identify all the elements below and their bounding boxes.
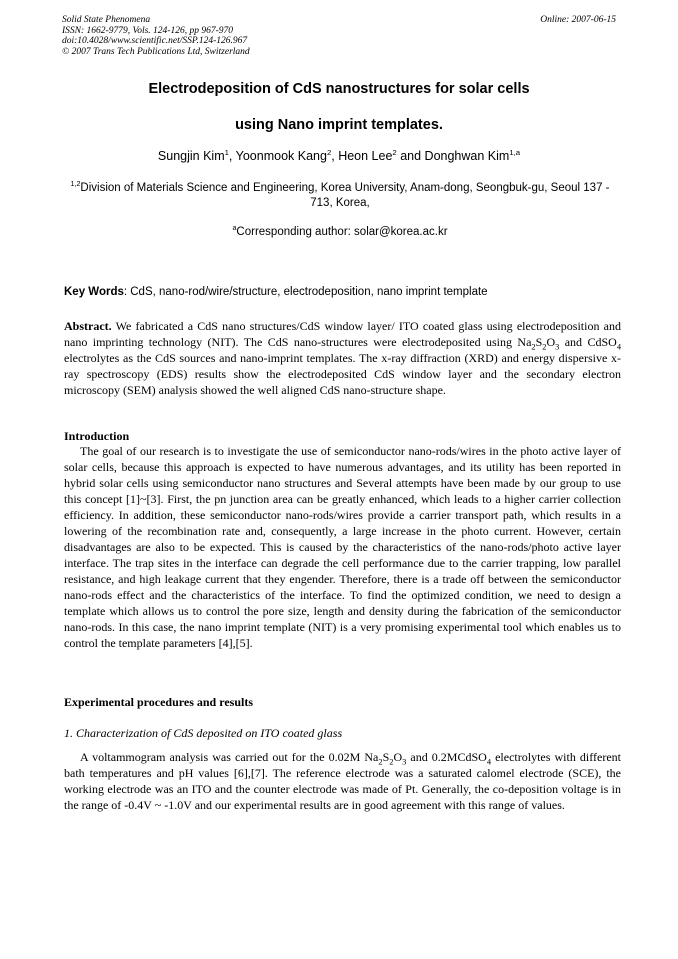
author-sup: 2 xyxy=(392,147,397,157)
affiliation-sup: 1,2 xyxy=(70,180,81,189)
section-1-text: O xyxy=(393,750,403,764)
abstract xyxy=(64,318,621,398)
author-name: Donghwan Kim xyxy=(424,149,510,163)
subscript: 3 xyxy=(402,757,407,767)
journal-name: Solid State Phenomena xyxy=(62,15,151,25)
section-1-heading: 1. Characterization of CdS deposited on ITO coated glass xyxy=(64,726,343,740)
page-header xyxy=(62,15,616,57)
section-1-body xyxy=(64,749,621,813)
affiliation xyxy=(64,181,616,211)
affiliation-text: Division of Materials Science and Engineering, Korea University, Anam-dong, Seongbuk-gu, Seoul 137 - 713, Korea, xyxy=(80,182,610,209)
abstract-text: S xyxy=(535,335,543,349)
author-separator: , xyxy=(228,149,236,163)
abstract-text: electrolytes as the CdS sources and nano-imprint templates. The x-ray diffraction (XRD) and energy dispersive x-ray spectroscopy (EDS) results show the electrodeposited CdS window layer and the secondary electron microscopy (SEM) analysis showed the well aligned CdS nano-structure shape. xyxy=(64,351,621,397)
author-separator: and xyxy=(396,149,425,163)
author-sup: 1 xyxy=(224,147,229,157)
subscript: 2 xyxy=(542,342,547,352)
section-1-text: S xyxy=(382,750,390,764)
abstract-text: We fabricated a CdS nano structures/CdS window layer/ ITO coated glass using electrodeposition and nano imprinting technology (NIT). The CdS nano-structures were electrodeposited using Na xyxy=(64,319,621,349)
subscript: 4 xyxy=(616,342,621,352)
subscript: 2 xyxy=(531,342,536,352)
section-1-text: and 0.2MCdSO xyxy=(406,750,487,764)
abstract-label: Abstract. xyxy=(64,319,112,333)
keywords-label: Key Words xyxy=(64,286,124,298)
subscript: 4 xyxy=(486,757,491,767)
author-sup: 2 xyxy=(326,147,332,157)
corresponding-author xyxy=(64,226,616,238)
online-date: Online: 2007-06-15 xyxy=(540,15,616,25)
introduction-text: The goal of our research is to investigate the use of semiconductor nano-rods/wires in the photo active layer of solar cells, because this approach is expected to have numerous advantages, and its utility has been reported in hybrid solar cells using semiconductor nano structures and Several attempts have been made by our group to use this concept [1]~[3]. First, the pn junction area can be greatly enhanced, which leads to a higher carrier collection efficiency. In addition, these semiconductor nano-rods/wires provide a carrier transport path, which results in a lowering of the recombination rate and, consequently, a large increase in the photo current. However, certain disadvantages are also to be expected. This is caused by the characteristics of the nano-rods/photo active layer interface. The trap sites in the interface can degrade the cell performance due to the carrier trapping, low parallel resistance, and high leakage current that they engender. Therefore, there is a trade off between the semiconductor nano-rods effect and the characteristics of the interface. To find the optimized condition, we need to design a template which allows us to control the pore size, length and density during the fabrication of the semiconductor nano-rods. In this case, the nano imprint template (NIT) is a very promising experimental tool which enables us to control the template parameters [4],[5]. xyxy=(64,444,621,650)
keywords-text: : CdS, nano-rod/wire/structure, electrodeposition, nano imprint template xyxy=(123,286,488,298)
issn: ISSN: 1662-9779, Vols. 124-126, pp 967-970 xyxy=(62,25,233,36)
subscript: 2 xyxy=(389,757,394,767)
keywords xyxy=(64,286,616,298)
author-name: Sungjin Kim xyxy=(157,149,225,163)
introduction-body xyxy=(64,443,621,651)
copyright: © 2007 Trans Tech Publications Ltd, Switzerland xyxy=(62,46,250,57)
author-name: Yoonmook Kang xyxy=(235,149,327,163)
subscript: 3 xyxy=(555,342,560,352)
author-separator: , xyxy=(331,149,339,163)
abstract-text: and CdSO xyxy=(559,335,617,349)
doi: doi:10.4028/www.scientific.net/SSP.124-126.967 xyxy=(62,36,248,46)
experimental-heading: Experimental procedures and results xyxy=(64,695,254,709)
author-name: Heon Lee xyxy=(338,149,393,163)
section-1-text: A voltammogram analysis was carried out for the 0.02M Na xyxy=(80,750,379,764)
introduction-heading: Introduction xyxy=(64,429,130,443)
author-sup: 1,a xyxy=(509,147,521,157)
corresponding-sup: a xyxy=(232,224,237,233)
subscript: 2 xyxy=(378,757,383,767)
section-1-text: electrolytes with different bath temperatures and pH values [6],[7]. The reference electrode was a saturated calomel electrode (SCE), the working electrode was an ITO and the counter electrode was made of Pt. Generally, the co-deposition voltage is in the range of -0.4V ~ -1.0V and our experimental results are in good agreement with this range of values. xyxy=(64,750,621,812)
corresponding-text: Corresponding author: solar@korea.ac.kr xyxy=(236,226,448,238)
author-list xyxy=(40,149,638,163)
paper-title-line-1: Electrodeposition of CdS nanostructures for solar cells xyxy=(148,81,530,97)
paper-title-line-2: using Nano imprint templates. xyxy=(235,117,443,133)
abstract-text: O xyxy=(546,335,556,349)
